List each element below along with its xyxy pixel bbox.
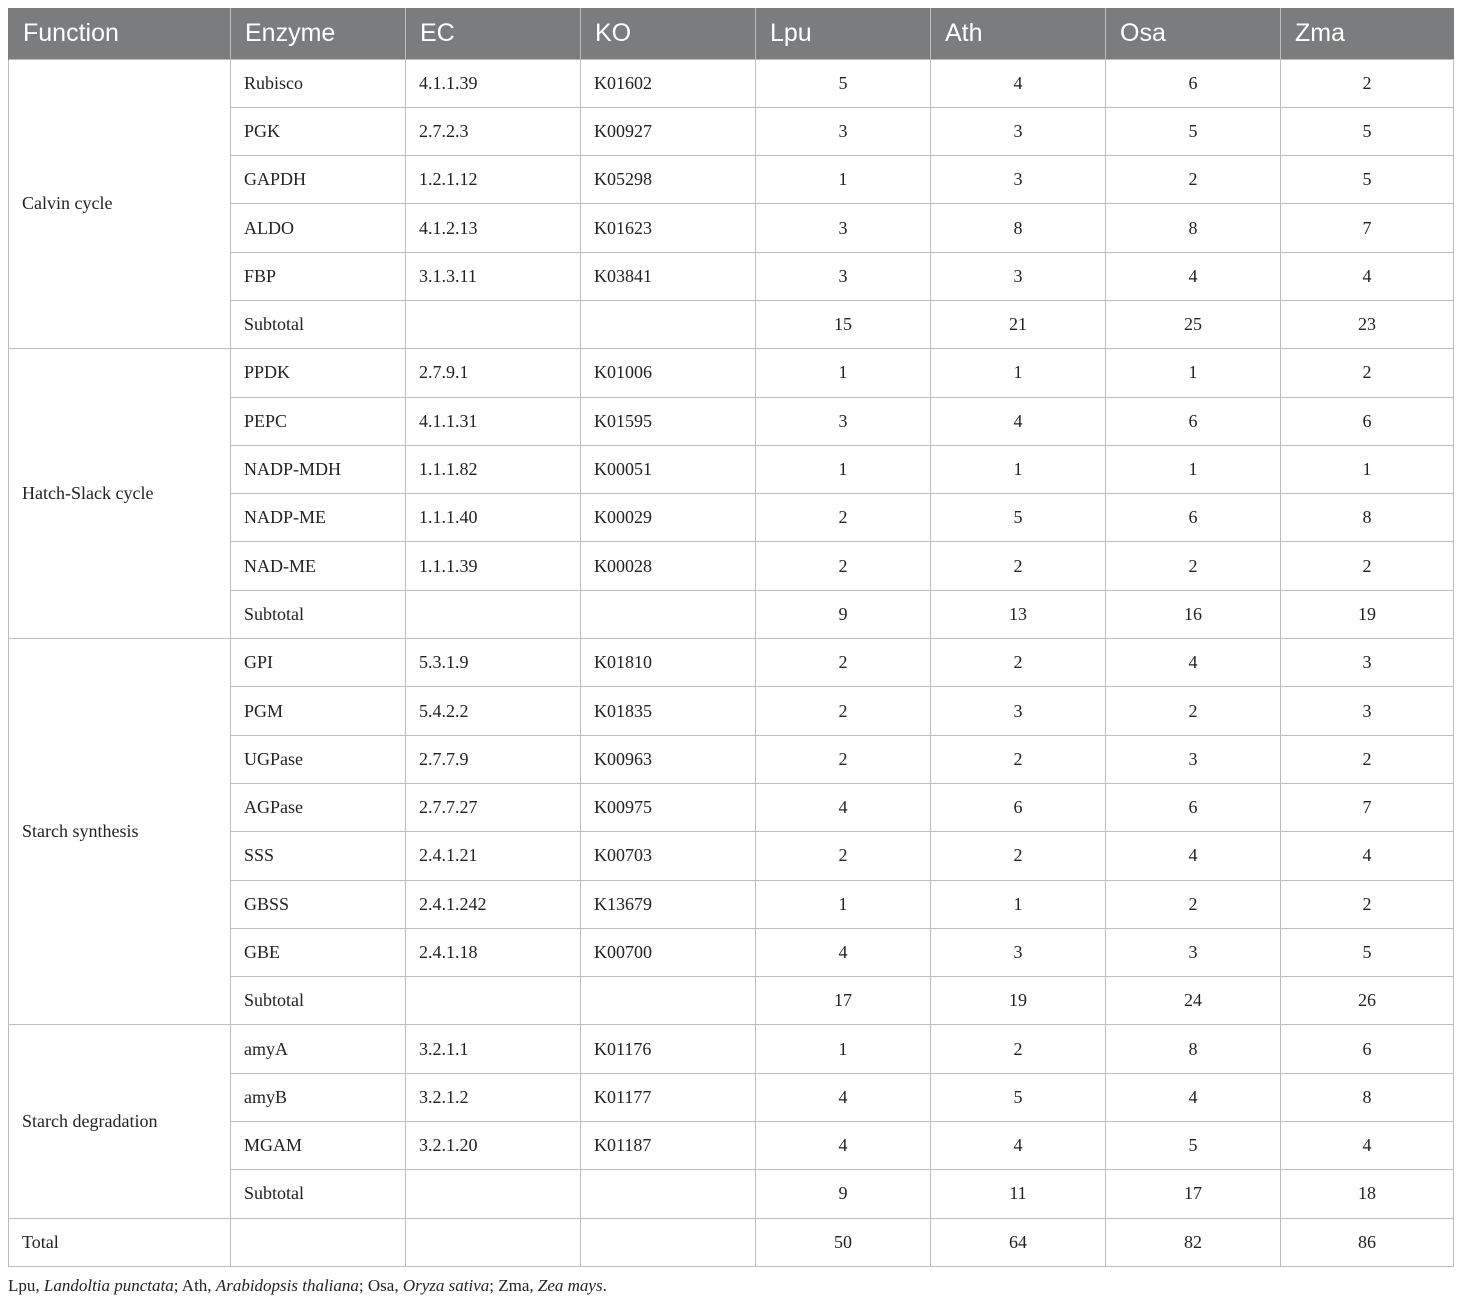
- enzyme-cell: amyA: [231, 1025, 406, 1073]
- function-cell: Starch synthesis: [9, 639, 231, 1025]
- count-cell: 8: [1106, 204, 1281, 252]
- ko-cell: K00029: [581, 494, 756, 542]
- enzyme-cell: PEPC: [231, 397, 406, 445]
- count-cell: 7: [1281, 204, 1454, 252]
- count-cell: 3: [931, 156, 1106, 204]
- ec-cell: 1.2.1.12: [406, 156, 581, 204]
- total-row: [9, 1218, 1454, 1266]
- count-cell: 5: [756, 59, 931, 107]
- enzyme-cell: PGK: [231, 107, 406, 155]
- total-count-cell: 86: [1281, 1218, 1454, 1266]
- count-cell: 2: [931, 542, 1106, 590]
- count-cell: 1: [1106, 445, 1281, 493]
- function-cell: Starch degradation: [9, 1025, 231, 1218]
- count-cell: 4: [931, 59, 1106, 107]
- ec-cell: 3.2.1.1: [406, 1025, 581, 1073]
- count-cell: 4: [1281, 252, 1454, 300]
- ko-cell: K05298: [581, 156, 756, 204]
- count-cell: 4: [756, 783, 931, 831]
- species-name: Oryza sativa: [402, 1276, 490, 1295]
- count-cell: 3: [931, 107, 1106, 155]
- ec-cell: 4.1.1.39: [406, 59, 581, 107]
- ko-cell: K00703: [581, 832, 756, 880]
- count-cell: 5: [931, 1073, 1106, 1121]
- count-cell: 4: [756, 928, 931, 976]
- total-count-cell: 50: [756, 1218, 931, 1266]
- count-cell: 6: [1106, 494, 1281, 542]
- enzyme-cell: Subtotal: [231, 300, 406, 348]
- count-cell: 2: [931, 735, 1106, 783]
- ko-cell: K01177: [581, 1073, 756, 1121]
- enzyme-cell: amyB: [231, 1073, 406, 1121]
- count-cell: 1: [931, 349, 1106, 397]
- ec-cell: 1.1.1.82: [406, 445, 581, 493]
- count-cell: 3: [756, 204, 931, 252]
- count-cell: 3: [1281, 639, 1454, 687]
- column-header-zma: Zma: [1281, 8, 1454, 59]
- count-cell: 2: [1106, 156, 1281, 204]
- count-cell: 8: [1281, 494, 1454, 542]
- ec-cell: 5.4.2.2: [406, 687, 581, 735]
- enzyme-cell: FBP: [231, 252, 406, 300]
- ko-cell: [581, 300, 756, 348]
- table-header: [9, 8, 1454, 59]
- count-cell: 19: [931, 977, 1106, 1025]
- enzyme-cell: GBE: [231, 928, 406, 976]
- count-cell: 6: [1281, 397, 1454, 445]
- count-cell: 26: [1281, 977, 1454, 1025]
- count-cell: 3: [1281, 687, 1454, 735]
- enzyme-cell: GPI: [231, 639, 406, 687]
- count-cell: 9: [756, 590, 931, 638]
- enzyme-cell: NADP-ME: [231, 494, 406, 542]
- count-cell: 3: [1106, 928, 1281, 976]
- enzyme-cell: UGPase: [231, 735, 406, 783]
- species-name: Arabidopsis thaliana: [215, 1276, 359, 1295]
- count-cell: 25: [1106, 300, 1281, 348]
- ec-cell: 4.1.1.31: [406, 397, 581, 445]
- count-cell: 1: [931, 445, 1106, 493]
- table-row: [9, 1025, 1454, 1073]
- count-cell: 2: [931, 832, 1106, 880]
- count-cell: 4: [1281, 832, 1454, 880]
- empty-cell: [406, 1218, 581, 1266]
- ko-cell: K00975: [581, 783, 756, 831]
- count-cell: 23: [1281, 300, 1454, 348]
- count-cell: 4: [1106, 639, 1281, 687]
- count-cell: 2: [1106, 880, 1281, 928]
- count-cell: 2: [931, 1025, 1106, 1073]
- count-cell: 2: [756, 639, 931, 687]
- ec-cell: 2.7.7.27: [406, 783, 581, 831]
- count-cell: 6: [1106, 59, 1281, 107]
- empty-cell: [231, 1218, 406, 1266]
- enzyme-cell: AGPase: [231, 783, 406, 831]
- count-cell: 4: [756, 1122, 931, 1170]
- table-row: [9, 349, 1454, 397]
- column-header-lpu: Lpu: [756, 8, 931, 59]
- ko-cell: K00028: [581, 542, 756, 590]
- count-cell: 2: [1281, 880, 1454, 928]
- count-cell: 2: [931, 639, 1106, 687]
- column-header-enzyme: Enzyme: [231, 8, 406, 59]
- count-cell: 1: [756, 445, 931, 493]
- count-cell: 2: [1281, 735, 1454, 783]
- count-cell: 3: [931, 252, 1106, 300]
- count-cell: 8: [931, 204, 1106, 252]
- ko-cell: K13679: [581, 880, 756, 928]
- count-cell: 18: [1281, 1170, 1454, 1218]
- count-cell: 17: [1106, 1170, 1281, 1218]
- count-cell: 6: [1281, 1025, 1454, 1073]
- species-name: Zea mays: [537, 1276, 603, 1295]
- enzyme-cell: SSS: [231, 832, 406, 880]
- ko-cell: K01187: [581, 1122, 756, 1170]
- ko-cell: K01176: [581, 1025, 756, 1073]
- count-cell: 8: [1106, 1025, 1281, 1073]
- count-cell: 2: [1281, 542, 1454, 590]
- ko-cell: K01810: [581, 639, 756, 687]
- ec-cell: 2.7.9.1: [406, 349, 581, 397]
- table-body: [9, 59, 1454, 1266]
- ec-cell: [406, 590, 581, 638]
- footnote-text: ; Zma,: [489, 1276, 538, 1295]
- ko-cell: K00051: [581, 445, 756, 493]
- total-count-cell: 82: [1106, 1218, 1281, 1266]
- footnote-text: .: [602, 1276, 607, 1295]
- ko-cell: K00927: [581, 107, 756, 155]
- count-cell: 24: [1106, 977, 1281, 1025]
- ec-cell: [406, 977, 581, 1025]
- count-cell: 1: [756, 880, 931, 928]
- total-count-cell: 64: [931, 1218, 1106, 1266]
- ko-cell: [581, 590, 756, 638]
- column-header-osa: Osa: [1106, 8, 1281, 59]
- count-cell: 5: [1281, 928, 1454, 976]
- footnote-text: ; Osa,: [358, 1276, 403, 1295]
- count-cell: 4: [931, 1122, 1106, 1170]
- count-cell: 4: [1106, 252, 1281, 300]
- count-cell: 2: [756, 494, 931, 542]
- count-cell: 16: [1106, 590, 1281, 638]
- count-cell: 6: [1106, 397, 1281, 445]
- ec-cell: 5.3.1.9: [406, 639, 581, 687]
- enzyme-cell: Subtotal: [231, 977, 406, 1025]
- enzyme-table: [8, 8, 1454, 1267]
- count-cell: 5: [1281, 156, 1454, 204]
- count-cell: 2: [756, 687, 931, 735]
- enzyme-cell: NADP-MDH: [231, 445, 406, 493]
- function-cell: Calvin cycle: [9, 59, 231, 349]
- count-cell: 11: [931, 1170, 1106, 1218]
- count-cell: 5: [1106, 1122, 1281, 1170]
- ec-cell: 4.1.2.13: [406, 204, 581, 252]
- count-cell: 4: [931, 397, 1106, 445]
- total-label-cell: Total: [9, 1218, 231, 1266]
- ec-cell: 1.1.1.39: [406, 542, 581, 590]
- count-cell: 7: [1281, 783, 1454, 831]
- count-cell: 19: [1281, 590, 1454, 638]
- enzyme-cell: GAPDH: [231, 156, 406, 204]
- ko-cell: [581, 1170, 756, 1218]
- count-cell: 2: [756, 542, 931, 590]
- count-cell: 1: [756, 156, 931, 204]
- count-cell: 6: [1106, 783, 1281, 831]
- footnote-text: Lpu,: [8, 1276, 44, 1295]
- count-cell: 5: [1281, 107, 1454, 155]
- count-cell: 5: [931, 494, 1106, 542]
- table-footnote: [8, 1276, 607, 1296]
- count-cell: 2: [1281, 59, 1454, 107]
- count-cell: 3: [756, 252, 931, 300]
- column-header-ath: Ath: [931, 8, 1106, 59]
- count-cell: 4: [1281, 1122, 1454, 1170]
- count-cell: 1: [1106, 349, 1281, 397]
- enzyme-cell: PGM: [231, 687, 406, 735]
- species-name: Landoltia punctata: [43, 1276, 174, 1295]
- count-cell: 2: [756, 735, 931, 783]
- count-cell: 1: [756, 349, 931, 397]
- enzyme-cell: ALDO: [231, 204, 406, 252]
- count-cell: 2: [1106, 542, 1281, 590]
- count-cell: 13: [931, 590, 1106, 638]
- enzyme-cell: PPDK: [231, 349, 406, 397]
- ec-cell: 3.1.3.11: [406, 252, 581, 300]
- ec-cell: 2.7.2.3: [406, 107, 581, 155]
- ko-cell: K01835: [581, 687, 756, 735]
- count-cell: 4: [756, 1073, 931, 1121]
- ko-cell: K01595: [581, 397, 756, 445]
- function-cell: Hatch-Slack cycle: [9, 349, 231, 639]
- enzyme-cell: Subtotal: [231, 590, 406, 638]
- enzyme-cell: MGAM: [231, 1122, 406, 1170]
- empty-cell: [581, 1218, 756, 1266]
- ko-cell: K01006: [581, 349, 756, 397]
- ec-cell: 2.7.7.9: [406, 735, 581, 783]
- ko-cell: [581, 977, 756, 1025]
- ec-cell: 2.4.1.242: [406, 880, 581, 928]
- count-cell: 6: [931, 783, 1106, 831]
- count-cell: 3: [756, 107, 931, 155]
- count-cell: 1: [931, 880, 1106, 928]
- count-cell: 1: [756, 1025, 931, 1073]
- count-cell: 4: [1106, 1073, 1281, 1121]
- count-cell: 2: [1106, 687, 1281, 735]
- count-cell: 2: [1281, 349, 1454, 397]
- enzyme-cell: Subtotal: [231, 1170, 406, 1218]
- column-header-function: Function: [9, 8, 231, 59]
- column-header-ec: EC: [406, 8, 581, 59]
- ko-cell: K00963: [581, 735, 756, 783]
- ko-cell: K00700: [581, 928, 756, 976]
- table-row: [9, 639, 1454, 687]
- count-cell: 1: [1281, 445, 1454, 493]
- count-cell: 3: [756, 397, 931, 445]
- count-cell: 17: [756, 977, 931, 1025]
- ec-cell: 1.1.1.40: [406, 494, 581, 542]
- count-cell: 3: [1106, 735, 1281, 783]
- footnote-text: ; Ath,: [173, 1276, 216, 1295]
- ko-cell: K03841: [581, 252, 756, 300]
- count-cell: 3: [931, 687, 1106, 735]
- count-cell: 2: [756, 832, 931, 880]
- count-cell: 21: [931, 300, 1106, 348]
- ec-cell: 2.4.1.21: [406, 832, 581, 880]
- ko-cell: K01602: [581, 59, 756, 107]
- ec-cell: 3.2.1.2: [406, 1073, 581, 1121]
- ec-cell: 2.4.1.18: [406, 928, 581, 976]
- enzyme-cell: NAD-ME: [231, 542, 406, 590]
- table-row: [9, 59, 1454, 107]
- count-cell: 3: [931, 928, 1106, 976]
- ko-cell: K01623: [581, 204, 756, 252]
- count-cell: 8: [1281, 1073, 1454, 1121]
- ec-cell: [406, 1170, 581, 1218]
- column-header-ko: KO: [581, 8, 756, 59]
- count-cell: 4: [1106, 832, 1281, 880]
- header-row: [9, 8, 1454, 59]
- count-cell: 5: [1106, 107, 1281, 155]
- count-cell: 9: [756, 1170, 931, 1218]
- enzyme-cell: Rubisco: [231, 59, 406, 107]
- ec-cell: 3.2.1.20: [406, 1122, 581, 1170]
- enzyme-cell: GBSS: [231, 880, 406, 928]
- ec-cell: [406, 300, 581, 348]
- count-cell: 15: [756, 300, 931, 348]
